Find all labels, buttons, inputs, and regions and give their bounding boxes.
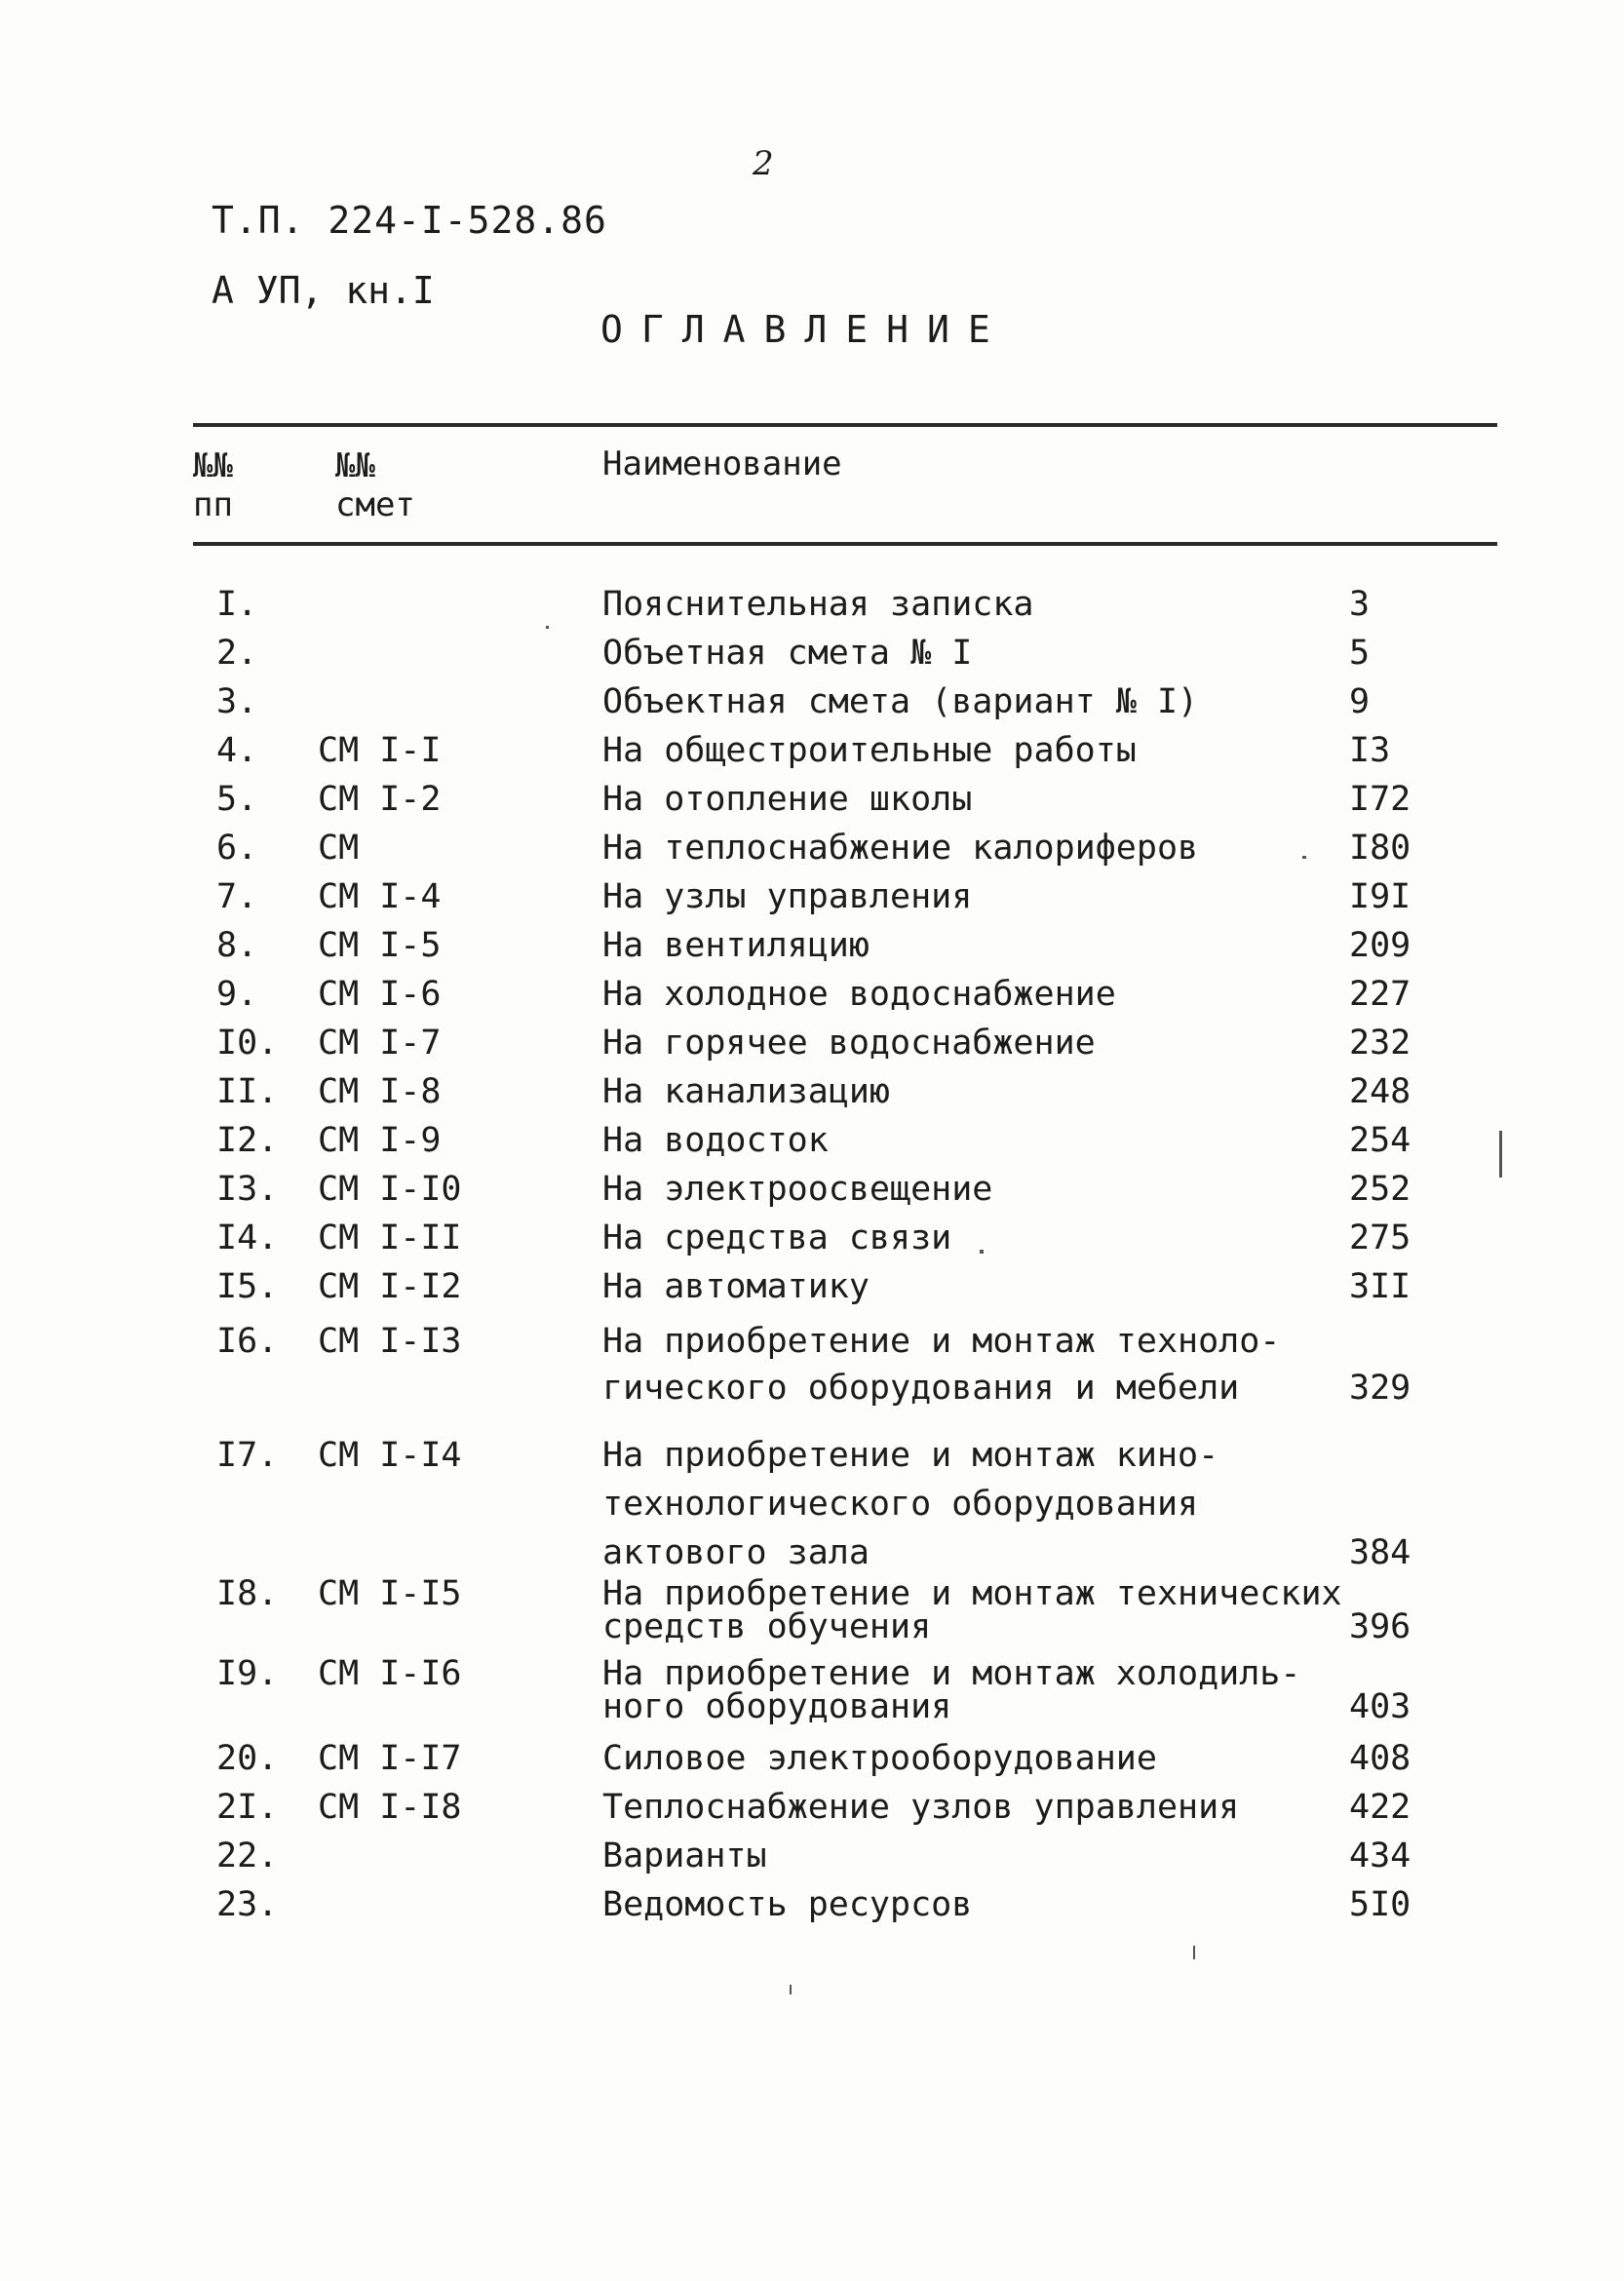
toc-row-name: На общестроительные работы bbox=[602, 731, 1137, 770]
toc-row-page: I80 bbox=[1349, 829, 1411, 868]
scan-mark bbox=[980, 1250, 984, 1254]
toc-row-page: I72 bbox=[1349, 780, 1411, 819]
toc-row-name: На канализацию bbox=[602, 1072, 891, 1111]
toc-row-estimate: СМ I-I bbox=[318, 731, 442, 770]
toc-row-number: 22. bbox=[216, 1836, 279, 1875]
toc-row-name: На горячее водоснабжение bbox=[602, 1024, 1096, 1063]
toc-row-page: 329 bbox=[1349, 1369, 1411, 1408]
header-row-number-line2: пп bbox=[193, 485, 233, 524]
toc-row-page: 5 bbox=[1349, 634, 1371, 673]
page-title: ОГЛАВЛЕНИЕ bbox=[600, 308, 1009, 351]
toc-row-page: 254 bbox=[1349, 1121, 1411, 1160]
toc-row-page: 252 bbox=[1349, 1170, 1411, 1209]
toc-row-page: 3 bbox=[1349, 585, 1371, 624]
toc-row-page: 9 bbox=[1349, 682, 1371, 721]
toc-row-name: На приобретение и монтаж техноло- гического оборудования и мебели bbox=[602, 1322, 1281, 1408]
toc-row-number: 5. bbox=[216, 780, 258, 819]
toc-row-name: На теплоснабжение калориферов bbox=[602, 829, 1199, 868]
toc-row-page: I9I bbox=[1349, 877, 1411, 916]
toc-row-name: На отопление школы bbox=[602, 780, 973, 819]
toc-row-name: На узлы управления bbox=[602, 877, 973, 916]
toc-row-number: 7. bbox=[216, 877, 258, 916]
toc-row-number: 3. bbox=[216, 682, 258, 721]
toc-row-name: На холодное водоснабжение bbox=[602, 975, 1116, 1014]
toc-row-page: 408 bbox=[1349, 1739, 1411, 1778]
toc-row-name: На приобретение и монтаж кино- технологического оборудования актового зала bbox=[602, 1436, 1219, 1572]
toc-row-number: 6. bbox=[216, 829, 258, 868]
toc-row-page: 3II bbox=[1349, 1267, 1411, 1306]
toc-row-name: На приобретение и монтаж технических средств обучения bbox=[602, 1574, 1342, 1646]
toc-row-number: 2I. bbox=[216, 1788, 279, 1827]
scan-mark bbox=[790, 1985, 792, 1994]
toc-row-page: 396 bbox=[1349, 1607, 1411, 1646]
toc-row-estimate: СМ I-7 bbox=[318, 1024, 442, 1063]
toc-row-page: I3 bbox=[1349, 731, 1391, 770]
toc-row-page: 275 bbox=[1349, 1218, 1411, 1257]
toc-row-name: Силовое электрооборудование bbox=[602, 1739, 1157, 1778]
scan-mark bbox=[1499, 1131, 1502, 1178]
toc-row-page: 232 bbox=[1349, 1024, 1411, 1063]
toc-row-estimate: СМ I-I3 bbox=[318, 1322, 462, 1361]
toc-row-number: 23. bbox=[216, 1885, 279, 1924]
toc-row-name: На электроосвещение bbox=[602, 1170, 993, 1209]
toc-row-number: I5. bbox=[216, 1267, 279, 1306]
document-code: Т.П. 224-I-528.86 bbox=[212, 199, 607, 242]
toc-row-estimate: СМ bbox=[318, 829, 360, 868]
toc-row-estimate: СМ I-I8 bbox=[318, 1788, 462, 1827]
toc-row-estimate: СМ I-I4 bbox=[318, 1436, 462, 1475]
toc-row-estimate: СМ I-II bbox=[318, 1218, 462, 1257]
toc-row-name: Объектная смета (вариант № I) bbox=[602, 682, 1199, 721]
toc-row-name: На вентиляцию bbox=[602, 926, 870, 965]
toc-row-name: Объетная смета № I bbox=[602, 634, 973, 673]
toc-row-page: 5I0 bbox=[1349, 1885, 1411, 1924]
scan-mark bbox=[1193, 1946, 1195, 1959]
header-estimate-number bbox=[335, 446, 415, 524]
toc-row-name: На водосток bbox=[602, 1121, 829, 1160]
header-estimate-number-line2: смет bbox=[335, 485, 415, 524]
toc-row-page: 422 bbox=[1349, 1788, 1411, 1827]
toc-row-number: I9. bbox=[216, 1654, 279, 1693]
toc-row-name: На средства связи bbox=[602, 1218, 952, 1257]
toc-row-number: II. bbox=[216, 1072, 279, 1111]
toc-row-name: Ведомость ресурсов bbox=[602, 1885, 973, 1924]
toc-row-page: 227 bbox=[1349, 975, 1411, 1014]
toc-row-estimate: СМ I-8 bbox=[318, 1072, 442, 1111]
toc-row-estimate: СМ I-I2 bbox=[318, 1267, 462, 1306]
toc-row-estimate: СМ I-2 bbox=[318, 780, 442, 819]
scan-mark bbox=[546, 626, 549, 629]
volume-label: А УП, кн.I bbox=[212, 269, 435, 312]
toc-row-estimate: СМ I-I7 bbox=[318, 1739, 462, 1778]
toc-row-estimate: СМ I-I6 bbox=[318, 1654, 462, 1693]
page-number: 2 bbox=[753, 144, 774, 183]
toc-row-number: 20. bbox=[216, 1739, 279, 1778]
scan-mark bbox=[1302, 856, 1306, 859]
toc-row-number: 2. bbox=[216, 634, 258, 673]
toc-row-page: 384 bbox=[1349, 1533, 1411, 1572]
header-row-number-line1: №№ bbox=[193, 446, 233, 485]
toc-row-page: 209 bbox=[1349, 926, 1411, 965]
toc-row-name: Пояснительная записка bbox=[602, 585, 1034, 624]
toc-row-estimate: СМ I-5 bbox=[318, 926, 442, 965]
toc-row-estimate: СМ I-9 bbox=[318, 1121, 442, 1160]
toc-row-number: I0. bbox=[216, 1024, 279, 1063]
toc-row-number: I8. bbox=[216, 1574, 279, 1613]
toc-row-name: На приобретение и монтаж холодиль- ного оборудования bbox=[602, 1654, 1301, 1726]
toc-row-number: 8. bbox=[216, 926, 258, 965]
toc-row-page: 248 bbox=[1349, 1072, 1411, 1111]
toc-row-number: I3. bbox=[216, 1170, 279, 1209]
toc-row-number: 9. bbox=[216, 975, 258, 1014]
toc-row-estimate: СМ I-I5 bbox=[318, 1574, 462, 1613]
toc-row-number: I4. bbox=[216, 1218, 279, 1257]
toc-row-estimate: СМ I-6 bbox=[318, 975, 442, 1014]
toc-row-estimate: СМ I-I0 bbox=[318, 1170, 462, 1209]
header-estimate-number-line1: №№ bbox=[335, 446, 375, 485]
header-row-number bbox=[193, 446, 233, 524]
toc-row-name: Варианты bbox=[602, 1836, 767, 1875]
toc-row-number: I6. bbox=[216, 1322, 279, 1361]
toc-row-number: I. bbox=[216, 585, 258, 624]
toc-row-page: 403 bbox=[1349, 1687, 1411, 1726]
table-top-rule bbox=[193, 423, 1497, 427]
toc-row-name: Теплоснабжение узлов управления bbox=[602, 1788, 1240, 1827]
toc-row-name: На автоматику bbox=[602, 1267, 870, 1306]
toc-row-number: I7. bbox=[216, 1436, 279, 1475]
toc-row-number: I2. bbox=[216, 1121, 279, 1160]
toc-row-page: 434 bbox=[1349, 1836, 1411, 1875]
table-header-rule bbox=[193, 542, 1497, 546]
header-name: Наименование bbox=[602, 445, 842, 483]
toc-row-estimate: СМ I-4 bbox=[318, 877, 442, 916]
toc-row-number: 4. bbox=[216, 731, 258, 770]
